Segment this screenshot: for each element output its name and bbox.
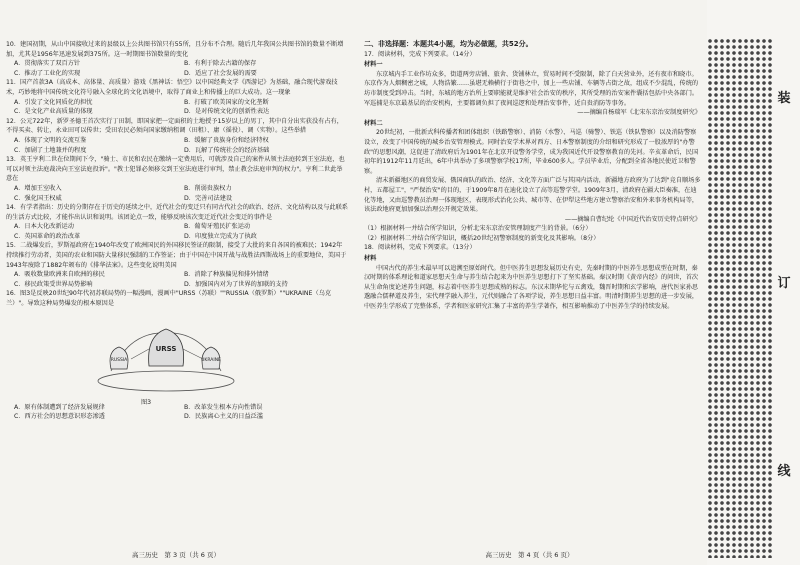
option-a: A．增加王室收入 [14, 184, 62, 192]
binding-char-xian: 线 [773, 463, 795, 481]
option-d: D．民族离心主义的日益泛滥 [184, 413, 264, 421]
option-c: C．加剧了土地兼并的程度 [14, 146, 87, 154]
option-c: C．移民政策受世界局势影响 [14, 280, 93, 288]
option-a: A．吸收数量欧洲来自欧洲的移民 [14, 271, 105, 279]
question-18-title: 18．阅读材料，完成下列要求。（13分） [364, 244, 476, 252]
question-12 [6, 117, 348, 155]
question-11 [6, 78, 348, 116]
material-2-label: 材料二 [364, 119, 383, 127]
exam-page-4 [352, 0, 707, 565]
option-a: A．原有体制遭到了经济发展规律 [14, 403, 105, 411]
question-stem: 16．图3是反映20世纪90年代初苏联局势的一幅漫画，漫画中"URSS（苏联）""RUSSIA（俄罗斯）""UKRAINE（乌克兰）"。导致这种局势爆发的根本原因是 [6, 290, 332, 308]
decorative-binding-pattern [707, 38, 773, 558]
option-b: B．削弱贵族权力 [184, 184, 232, 192]
option-a: A．体现了文明的交流互鉴 [14, 136, 87, 144]
question-17-sub-2: （2）根据材料二并结合所学知识，概括20世纪初警察制度的新变化及其影响。（8分） [364, 234, 600, 242]
option-c: C．是文化产业高质量的体现 [14, 108, 93, 116]
question-stem: 15．二战爆发后，罗斯福政府在1940年改变了欧洲国民的外国移民签证的限制，接受了大批的来自各国的被难民；1942年持续推行劳动者，美国的农业和国防大量移民强制的工作签证；由于中国在中国开战与战胜法西斯战场上的重要地位，美国于1943年废除了1882年颁布的《排华法案》。这些变化说明美国 [6, 242, 347, 269]
material-text: 中国古代的养生术最早可以追溯至原始时代。但中医养生思想发展历史有史，先秦时期的中医养生思想成型在时期，秦汉时期的体系理论和道家思想天生命与养生结合起来为中医养生思想打下了坚实基础。秦汉时期《黄帝内经》的问世，首次从生命角度论述养生问题，标志着中医养生思想成熟的标志。东汉末期华佗与五禽戏，魏晋时期和玄学影响，唐代医家孙思邈融合儒释道及养生，宋代理学融入养生，元代则融合了各项学说，养生思想日益丰富。明清时期养生思想的进一步发展，中医养生学形成了完整体系，学者和医家研究汇集了丰富的养生学著作，相互影响推动了中医养生学的持续发展。 [364, 264, 699, 311]
binding-char-ding: 订 [773, 275, 795, 293]
question-13 [6, 155, 348, 203]
option-a: A．贯彻落实了双百方针 [14, 60, 81, 68]
option-a: A．引发了文化同质化的担忧 [14, 98, 93, 106]
material-2-citation: ——摘编自曹纪纶《中国近代治安历史特点研究》 [564, 215, 701, 223]
option-d: D．加强国内对为了世界的加联的支持 [184, 280, 288, 288]
option-b: B．消除了种族偏见和排外情绪 [184, 271, 269, 279]
cartoon-figure [91, 311, 241, 407]
option-c: C．推动了工业化的实现 [14, 69, 81, 77]
option-d: D．瓦解了传统社会的经济基础 [184, 146, 270, 154]
question-15 [6, 241, 348, 289]
page-4-footer: 高三历史 第 4 页（共 6 页） [485, 551, 574, 559]
section-title: 二、非选择题：本题共4小题，均为必做题，共52分。 [364, 40, 533, 48]
option-b: B．有利于除去古籍的保存 [184, 60, 257, 68]
material-2-paragraph-2: 清末新疆地区的商贸发展、俄国商队的政治、经济、文化等方面广泛与其国内活动，新疆地方政府为了达到"竞自顺场多村，五都屋工"，"严保治安"的目的，于1909年8月在迪化设立了高等巡警学堂。1909年3月，清政府在疆大臣奏准，在迪化等地，又由巡警教员治理一体现地区，表现形式治化公共、城市等、在伊犁这些地方建立警察治安和外来事务机构局等，该法政地府更加加强以治理公开规定效果。 [364, 177, 701, 214]
page-4-text [364, 40, 701, 312]
option-d: D．完善司法建设 [184, 194, 233, 202]
option-d: D．是对传统文化的创新性表达 [184, 108, 270, 116]
question-17-sub-1: （1）根据材料一并结合所学知识，分析北宋东京治安管理制度产生的背景。（6分） [364, 225, 592, 233]
question-16 [6, 289, 348, 421]
question-10 [6, 40, 348, 78]
option-b: B．缓解了贵族身份和经济特权 [184, 136, 269, 144]
option-c: C．强化国王权威 [14, 194, 62, 202]
question-17-title: 17．阅读材料，完成下列要求。（14分） [364, 50, 476, 58]
label-ukraine: UKRAINE [201, 357, 221, 363]
material-1-text: 东京城内手工业作坊众多，街道两旁店铺、旅舍、货铺林立，贸易时间不受限制，除了白天营业外，还有夜市和晓市。东京作为人烟稠密之城，人物浩繁……虽堪无赖横行于街巷之中，加上一些店铺、车辆等占街之故，组成不少混乱，传统的坊市制度受到冲击。当时，东城的地方治所上要职能就是维护社会治安的秩序，其所受理的治安案件囊括包括中央各部门。军巡捕是东京最基层的治安机构，主要都调负担了夜间巡逻和处理治安事件，近自贵消防等事务。 [364, 70, 699, 107]
option-a: A．日本大化改新运动 [14, 223, 74, 231]
option-c: C．西方社会的思想意识形态渗透 [14, 413, 105, 421]
question-stem: 11．国产首款3A（高成本、高体量、高质量）游戏《黑神话：悟空》以中国经典文学《西游记》为基础，融合现代游戏技术，巧妙地将中国传统文化符号融入全球化的文化语境中，取得了商业上和传播上的巨大成功。这一现象 [6, 79, 338, 96]
question-stem: 10．建国初期，从山中国接收过来的县级以上公共图书馆只有55所，且分布不合理。随后几年我国公共图书馆的数量不断增加，尤其是1956年迅速发展到375所。这一时期图书馆数量的变化 [6, 41, 344, 58]
option-b: B．打破了欧美国家的文化垄断 [184, 98, 269, 106]
option-b: B．葡萄牙殖民扩张运动 [184, 223, 251, 231]
question-stem: 13．英王亨利二世在位期间下令，"骑士、市民和农民在缴纳一定费用后，可就涉及自己的案件从领主法庭转到王室法庭，也可以对领主法庭裁决向王室法庭投诉"。"教士犯罪必须移交到王室法庭进行审判，禁止教会法庭审判的权力"。亨利二世此举意在 [6, 156, 345, 183]
page-3-footer: 高三历史 第 3 页（共 6 页） [131, 551, 221, 559]
binding-margin [707, 0, 800, 565]
label-russia: RUSSIA [110, 357, 128, 363]
question-stem: 12．公元722年，新罗圣德王首次实行丁田制，即国家把一定面积的土地授予15岁以上的男丁，其中自分出实获没有占有，不得买卖、转让，永业田可以传世；受田农民必须向国家缴纳租调（田租）、庸（徭役）、调（实物）。这些举措 [6, 117, 343, 135]
option-c: C．英国革命的政治改革 [14, 232, 81, 240]
question-14 [6, 203, 348, 241]
cartoon-illustration [91, 311, 241, 395]
option-d: D．适应了社会发展的需要 [184, 69, 257, 77]
material-1-citation: ——摘编自杨瑞军《北宋东京治安制度研究》 [577, 109, 701, 117]
exam-page-3 [0, 0, 352, 565]
binding-char-zhuang: 装 [773, 90, 795, 108]
option-d: D．印度独立完成为了执政 [184, 232, 257, 240]
option-b: B．改革发生根本方向性错误 [184, 403, 263, 411]
question-stem: 14．有学者指出：历史的分期存在于历史的延续之中，近代社会的变迁只有同古代社会的政治、经济、文化结构以及与此联系的生活方式比较，才能作出认识和说明。该团论点一致，能够反映该次变迁近代社会变迁的事件是 [6, 204, 348, 221]
material-2-paragraph-1: 20世纪初，一批新式科传播者和团体组织（铁路警察）、消防（水警）、马巡（骑警）、铁巡（铁队警察）以及消防警察设立，改变了中国传统的城乡治安管理模式。同时治安学术界对西方、日本警察制度的介绍和研究形成了一股浓厚的"办警政"的思想风潮，这促进了清政府后为1901年在北京开设警务学堂，成为我国近代开设警察教育的先河。辛亥革命后，民国初年的1912年11月廷出，6年中共举办了多项警察学校17所，毕业600多人。学员毕业后，分配到全省各地民使近卫和警察。 [364, 129, 699, 175]
page-3-text [6, 40, 348, 422]
figure-caption: 图3 [140, 399, 152, 407]
label-urss: URSS [155, 344, 177, 353]
material-1-label: 材料一 [364, 61, 383, 69]
material-label: 材料 [364, 255, 377, 263]
